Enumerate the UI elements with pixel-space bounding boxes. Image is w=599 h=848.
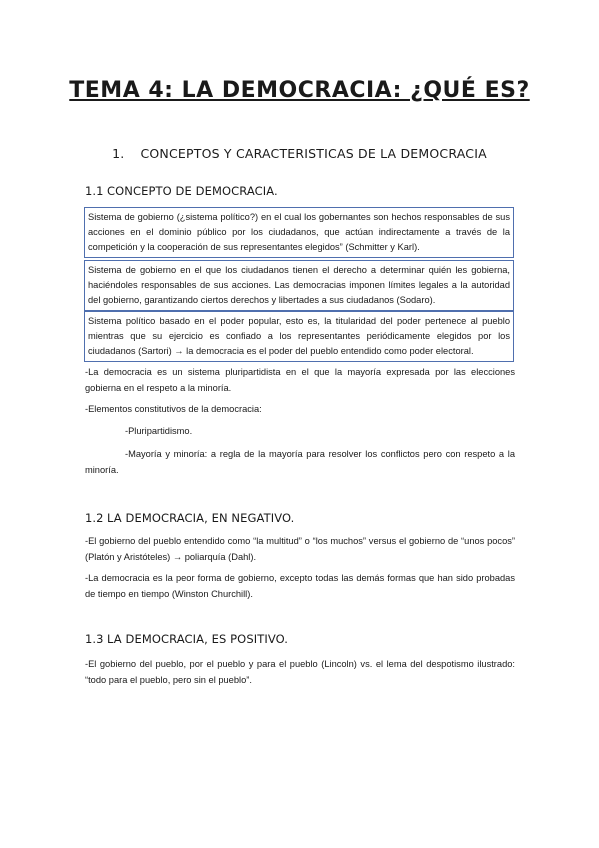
subsection-heading-1-3 bbox=[85, 632, 288, 646]
subsection-number-1-2: 1.2 bbox=[85, 511, 104, 525]
section-title-1: CONCEPTOS Y CARACTERISTICAS DE LA DEMOCRACIA bbox=[140, 146, 487, 161]
paragraph-multitud: -El gobierno del pueblo entendido como “la multitud” o “los muchos” versus el gobierno de “unos pocos” (Platón y Aristóteles) → poliarquía (Dahl). bbox=[85, 536, 515, 562]
subsection-title-1-1: CONCEPTO DE DEMOCRACIA. bbox=[107, 184, 278, 198]
subsection-number-1-1: 1.1 bbox=[85, 184, 104, 198]
list-item-pluripartidismo: -Pluripartidismo. bbox=[125, 426, 193, 436]
list-item-mayoria-minoria: -Mayoría y minoría: a regla de la mayoría para resolver los conflictos pero con respeto a la minoría. bbox=[85, 449, 515, 475]
section-number-1: 1. bbox=[112, 146, 125, 161]
subsection-heading-1-1 bbox=[85, 184, 278, 198]
paragraph-pluripartidista: -La democracia es un sistema pluripartidista en el que la mayoría expresada por las elecciones gobierna en el respeto a la minoría. bbox=[85, 367, 515, 393]
definition-box-schmitter-karl: Sistema de gobierno (¿sistema político?) en el cual los gobernantes son hechos responsables de sus acciones en el dominio público por los ciudadanos, que actúan indirectamente a través de la competición y la cooperación de sus representantes elegidos” (Schmitter y Karl). bbox=[84, 207, 514, 258]
subsection-heading-1-2 bbox=[85, 511, 294, 525]
document-title: TEMA 4: LA DEMOCRACIA: ¿QUÉ ES? bbox=[69, 78, 530, 103]
paragraph-churchill: -La democracia es la peor forma de gobierno, excepto todas las demás formas que han sido probadas de tiempo en tiempo (Winston Churchill). bbox=[85, 573, 515, 599]
subsection-title-1-2: LA DEMOCRACIA, EN NEGATIVO. bbox=[107, 511, 295, 525]
section-heading-1 bbox=[0, 146, 599, 161]
definition-box-sartori: Sistema político basado en el poder popular, esto es, la titularidad del poder pertenece al pueblo mientras que su ejercicio es confiado a los representantes periódicamente elegidos por los ciudadanos (Sartori) → la democracia es el poder del pueblo entendido como poder electoral. bbox=[84, 311, 514, 362]
subsection-number-1-3: 1.3 bbox=[85, 632, 104, 646]
subsection-title-1-3: LA DEMOCRACIA, ES POSITIVO. bbox=[107, 632, 289, 646]
paragraph-elementos: -Elementos constitutivos de la democracia: bbox=[85, 404, 262, 414]
definition-box-sodaro: Sistema de gobierno en el que los ciudadanos tienen el derecho a determinar quién les gobierna, haciéndoles responsables de sus acciones. Las democracias imponen límites legales a la autoridad del gobierno, garantizando ciertos derechos y libertades a sus ciudadanos (Sodaro). bbox=[84, 260, 514, 311]
paragraph-lincoln: -El gobierno del pueblo, por el pueblo y para el pueblo (Lincoln) vs. el lema del despotismo ilustrado: “todo para el pueblo, pero sin el pueblo”. bbox=[85, 659, 515, 685]
